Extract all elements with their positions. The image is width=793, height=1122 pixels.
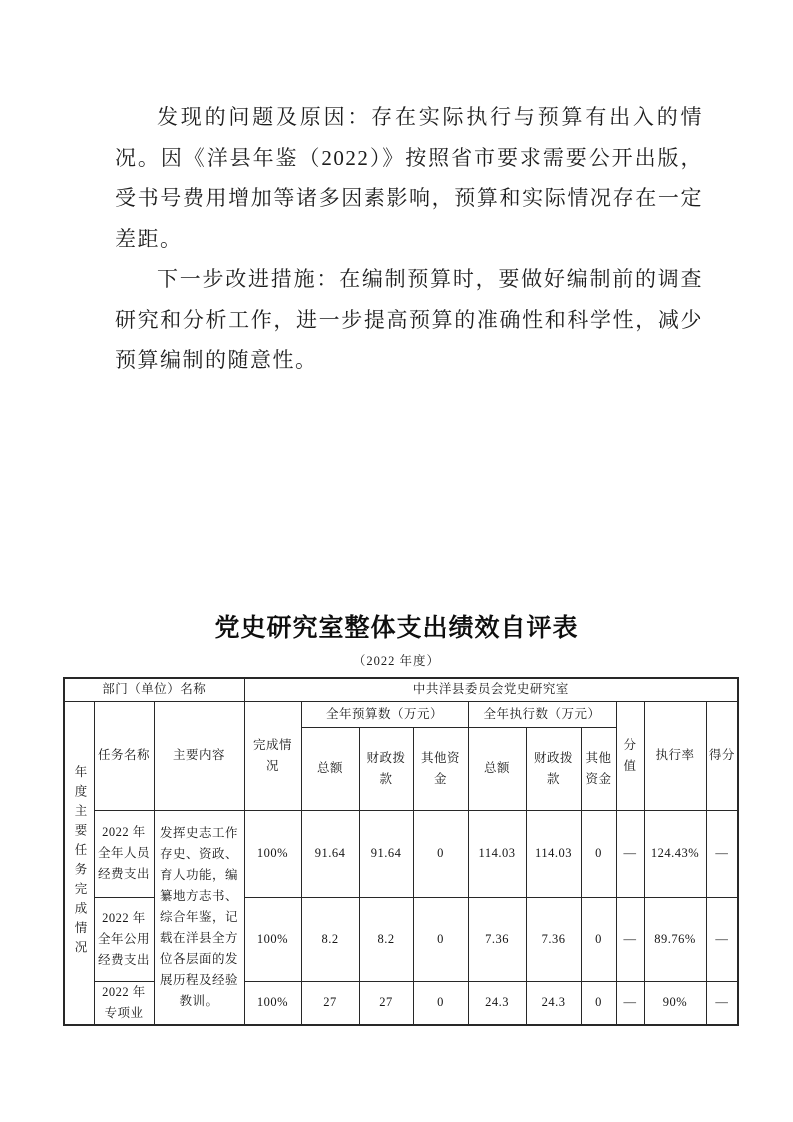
dept-name-label-cell: 部门（单位）名称 [64, 678, 244, 701]
score-value-cell: — [616, 897, 644, 981]
task-name-header: 任务名称 [94, 701, 154, 810]
exec-total-cell: 7.36 [468, 897, 526, 981]
score-cell: — [706, 810, 738, 897]
budget-fiscal-cell: 8.2 [359, 897, 413, 981]
group-header-row [64, 701, 738, 727]
score-value-cell: — [616, 810, 644, 897]
execution-rate-cell: 90% [644, 981, 706, 1025]
budget-fiscal-cell: 91.64 [359, 810, 413, 897]
budget-other-cell: 0 [413, 897, 468, 981]
year-task-group-cell [64, 701, 94, 1025]
paragraph-problems-and-causes: 发现的问题及原因：存在实际执行与预算有出入的情况。因《洋县年鉴（2022）》按照省市要求需要公开出版，受书号费用增加等诸多因素影响，预算和实际情况存在一定差距。 [115, 105, 703, 251]
data-row-personnel-expense [64, 810, 738, 897]
year-task-group-label: 年度主要任务完成情况 [73, 765, 87, 960]
budget-other-cell: 0 [413, 981, 468, 1025]
main-content-header: 主要内容 [154, 701, 244, 810]
exec-total-cell: 24.3 [468, 981, 526, 1025]
dept-name-row [64, 678, 738, 701]
dept-name-value-cell: 中共洋县委员会党史研究室 [244, 678, 738, 701]
score-cell: — [706, 981, 738, 1025]
budget-total-cell: 27 [301, 981, 359, 1025]
budget-fiscal-header: 财政拨款 [359, 727, 413, 810]
table-subtitle-year: （2022 年度） [352, 654, 441, 668]
score-value-cell: — [616, 981, 644, 1025]
completion-cell: 100% [244, 897, 301, 981]
body-text-block [115, 97, 703, 381]
budget-total-header: 总额 [301, 727, 359, 810]
score-cell: — [706, 897, 738, 981]
budget-total-cell: 8.2 [301, 897, 359, 981]
exec-total-cell: 114.03 [468, 810, 526, 897]
execution-rate-header: 执行率 [644, 701, 706, 810]
exec-other-cell: 0 [581, 897, 616, 981]
main-content-cell: 发挥史志工作存史、资政、育人功能，编纂地方志书、综合年鉴，记载在洋县全方位各层面的发展历程及经验教训。 [154, 810, 244, 1025]
annual-execution-group-header: 全年执行数（万元） [468, 701, 616, 727]
completion-header: 完成情况 [244, 701, 301, 810]
task-name-cell: 2022 年专项业 [94, 981, 154, 1025]
annual-budget-group-header: 全年预算数（万元） [301, 701, 468, 727]
budget-other-cell: 0 [413, 810, 468, 897]
exec-fiscal-cell: 114.03 [526, 810, 581, 897]
paragraph-improvement-measures: 下一步改进措施：在编制预算时，要做好编制前的调查研究和分析工作，进一步提高预算的准确性和科学性，减少预算编制的随意性。 [115, 267, 703, 372]
table-title: 党史研究室整体支出绩效自评表 [214, 615, 579, 642]
budget-total-cell: 91.64 [301, 810, 359, 897]
exec-other-cell: 0 [581, 810, 616, 897]
budget-other-header: 其他资金 [413, 727, 468, 810]
budget-fiscal-cell: 27 [359, 981, 413, 1025]
execution-rate-cell: 124.43% [644, 810, 706, 897]
performance-self-evaluation-table [63, 677, 739, 1026]
execution-rate-cell: 89.76% [644, 897, 706, 981]
score-value-header: 分值 [616, 701, 644, 810]
exec-total-header: 总额 [468, 727, 526, 810]
task-name-cell: 2022 年全年人员经费支出 [94, 810, 154, 897]
exec-fiscal-header: 财政拨款 [526, 727, 581, 810]
exec-other-header: 其他资金 [581, 727, 616, 810]
completion-cell: 100% [244, 981, 301, 1025]
exec-fiscal-cell: 24.3 [526, 981, 581, 1025]
exec-other-cell: 0 [581, 981, 616, 1025]
task-name-cell: 2022 年全年公用经费支出 [94, 897, 154, 981]
exec-fiscal-cell: 7.36 [526, 897, 581, 981]
score-header: 得分 [706, 701, 738, 810]
completion-cell: 100% [244, 810, 301, 897]
